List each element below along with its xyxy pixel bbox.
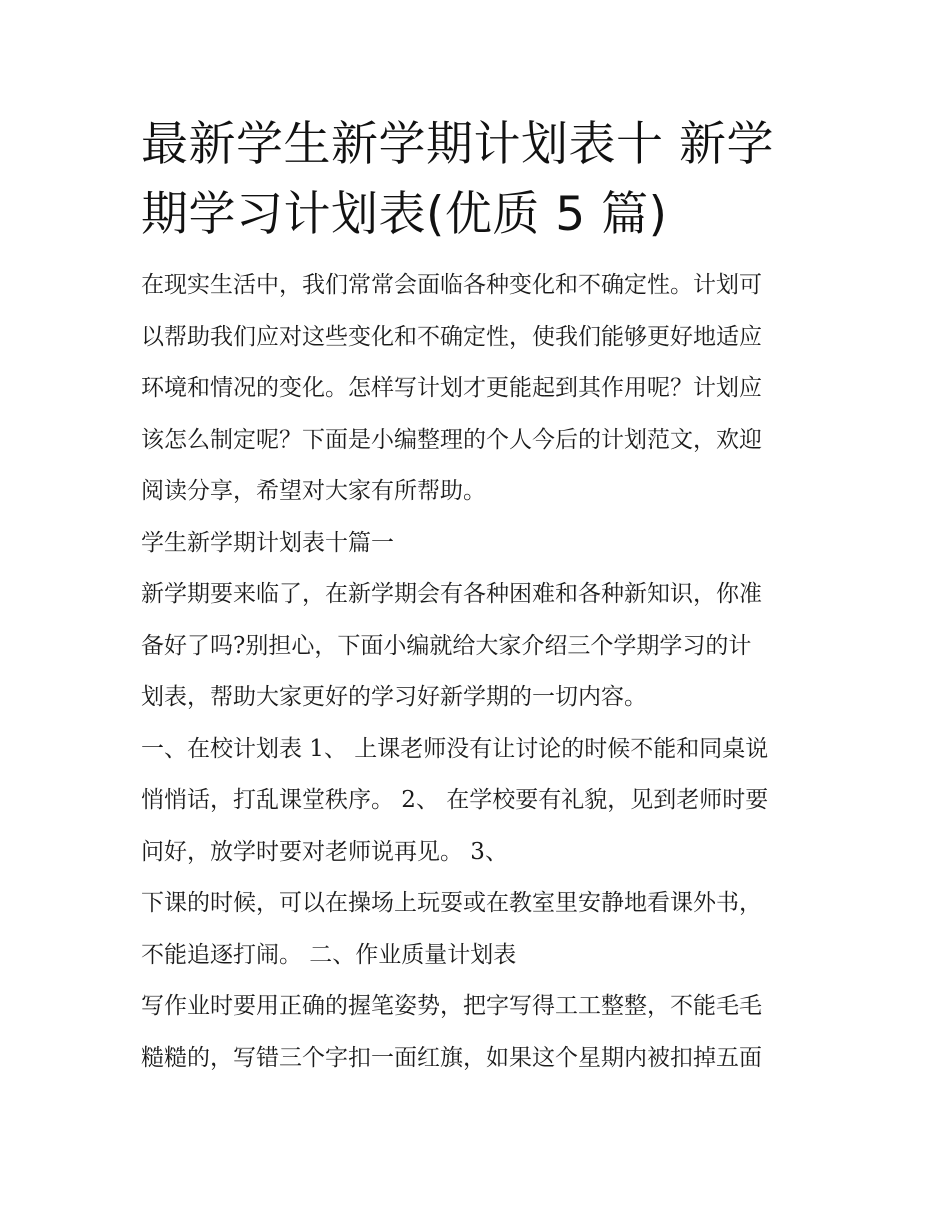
body-line-16: 糙糙的，写错三个字扣一面红旗，如果这个星期内被扣掉五面 xyxy=(141,1044,762,1071)
body-line-12: 问好，放学时要对老师说再见。 3、 xyxy=(141,838,508,865)
body-line-11: 悄悄话，打乱课堂秩序。 2、 在学校要有礼貌，见到老师时要 xyxy=(141,787,769,813)
document-body xyxy=(141,260,816,1084)
title-line-2: 期学习计划表(优质 5 篇) xyxy=(141,187,668,242)
body-line-5: 阅读分享，希望对大家有所帮助。 xyxy=(141,478,486,504)
body-line-3: 环境和情况的变化。怎样写计划才更能起到其作用呢？计划应 xyxy=(141,375,762,401)
body-line-14: 不能追逐打闹。 二、作业质量计划表 xyxy=(141,941,517,968)
title-line-1: 最新学生新学期计划表十 新学 xyxy=(141,117,774,172)
body-line-7: 新学期要来临了，在新学期会有各种困难和各种新知识，你准 xyxy=(141,581,762,607)
section-heading: 学生新学期计划表十篇一 xyxy=(141,529,394,556)
body-line-2: 以帮助我们应对这些变化和不确定性，使我们能够更好地适应 xyxy=(141,323,762,350)
body-line-8: 备好了吗?别担心，下面小编就给大家介绍三个学期学习的计 xyxy=(141,632,752,659)
body-line-15: 写作业时要用正确的握笔姿势，把字写得工工整整，不能毛毛 xyxy=(141,993,762,1019)
body-line-13: 下课的时候，可以在操场上玩耍或在教室里安静地看课外书， xyxy=(141,890,762,916)
body-line-9: 划表，帮助大家更好的学习好新学期的一切内容。 xyxy=(141,684,647,710)
document-title xyxy=(141,110,816,250)
body-line-10: 一、在校计划表 1、 上课老师没有让讨论的时候不能和同桌说 xyxy=(141,735,769,762)
body-line-1: 在现实生活中，我们常常会面临各种变化和不确定性。计划可 xyxy=(141,272,762,298)
body-line-4: 该怎么制定呢？下面是小编整理的个人今后的计划范文，欢迎 xyxy=(141,426,762,453)
document-content xyxy=(141,110,816,1084)
